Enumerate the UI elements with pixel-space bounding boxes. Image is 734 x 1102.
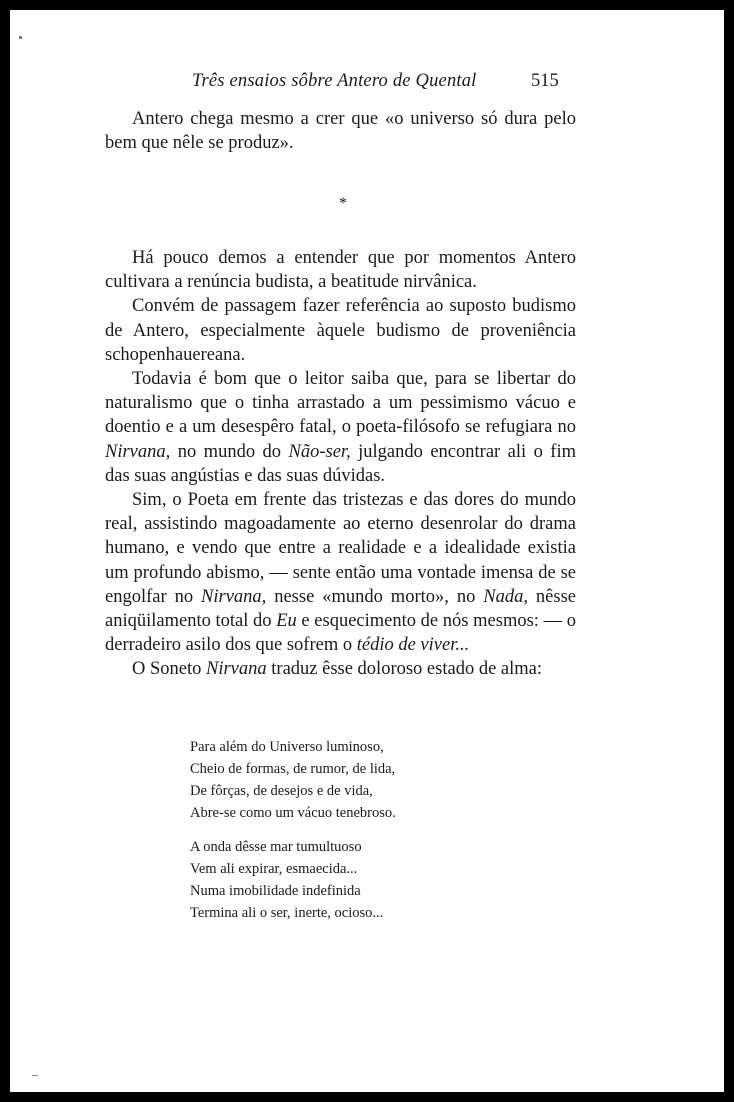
p4-emphasis-eu: Eu: [276, 611, 297, 632]
p4-text-c: nesse «mundo morto», no: [266, 586, 484, 607]
poem-line: De fôrças, de desejos e de vida,: [190, 783, 373, 799]
poem-line: A onda dêsse mar tumultuoso: [190, 839, 362, 855]
book-page: [10, 10, 724, 1092]
p3-text-a: Todavia é bom que o leitor saiba que, para se libertar do naturalismo que o tinha arrastado a um pessimismo vácuo e doentio e a um desespêro fatal, o poeta-filósofo se refugiara no: [105, 369, 576, 438]
p3-text-c: no mundo do: [170, 441, 289, 462]
poem-stanza-2: [190, 836, 383, 924]
poem-line: Para além do Universo luminoso,: [190, 739, 384, 755]
paragraph-2: Convém de passagem fazer referência ao suposto budismo de Antero, especialmente àquele budismo de proveniência schopenhauereana.: [105, 296, 576, 365]
p4-emphasis-tedio: tédio de viver...: [356, 635, 470, 656]
paragraph-1: Há pouco demos a entender que por momentos Antero cultivara a renúncia budista, a beatitude nirvânica.: [105, 248, 576, 293]
running-title: Três ensaios sôbre Antero de Quental: [192, 71, 477, 91]
p3-text-e: julgando encontrar ali o fim das suas angústias e das suas dúvidas.: [105, 441, 576, 486]
p4-text-e: nêsse aniqüilamento total do: [105, 586, 576, 632]
p4-emphasis-nada: Nada,: [483, 586, 528, 607]
main-text: [105, 246, 576, 682]
paragraph-3: [105, 367, 576, 488]
p5-text-a: O Soneto: [132, 659, 206, 680]
poem-line: Abre-se como um vácuo tenebroso.: [190, 805, 396, 821]
intro-paragraph: Antero chega mesmo a crer que «o universo só dura pelo bem que nêle se produz».: [105, 109, 576, 154]
p3-emphasis-nao-ser: Não-ser,: [288, 441, 351, 462]
intro-block: [105, 107, 576, 155]
paragraph-4: [105, 488, 576, 657]
margin-mark: [32, 1075, 38, 1076]
p5-text-c: traduz êsse doloroso estado de alma:: [266, 659, 542, 680]
page-speck: [19, 36, 22, 39]
paragraph-5: [105, 657, 576, 681]
section-separator: *: [339, 195, 347, 212]
page-number: 515: [531, 71, 559, 91]
poem-line: Termina ali o ser, inerte, ocioso...: [190, 905, 384, 921]
poem-stanza-1: [190, 736, 396, 824]
p5-emphasis-nirvana: Nirvana: [206, 659, 267, 680]
p3-emphasis-nirvana: Nirvana,: [105, 441, 171, 462]
poem-line: Cheio de formas, de rumor, de lida,: [190, 761, 396, 777]
p4-text-a: Sim, o Poeta em frente das tristezas e das dores do mundo real, assistindo magoadamente ao eterno desenrolar do drama humano, e vendo que entre a realidade e a idealidade existia um profundo abismo, — sente então uma vontade imensa de se engolfar no: [105, 490, 576, 607]
running-header: [10, 71, 724, 101]
p4-text-g: e esquecimento de nós mesmos: — o derradeiro asilo dos que sofrem o: [105, 611, 576, 656]
p4-emphasis-nirvana: Nirvana,: [201, 586, 267, 607]
poem-line: Vem ali expirar, esmaecida...: [190, 861, 358, 877]
poem-line: Numa imobilidade indefinida: [190, 883, 361, 899]
